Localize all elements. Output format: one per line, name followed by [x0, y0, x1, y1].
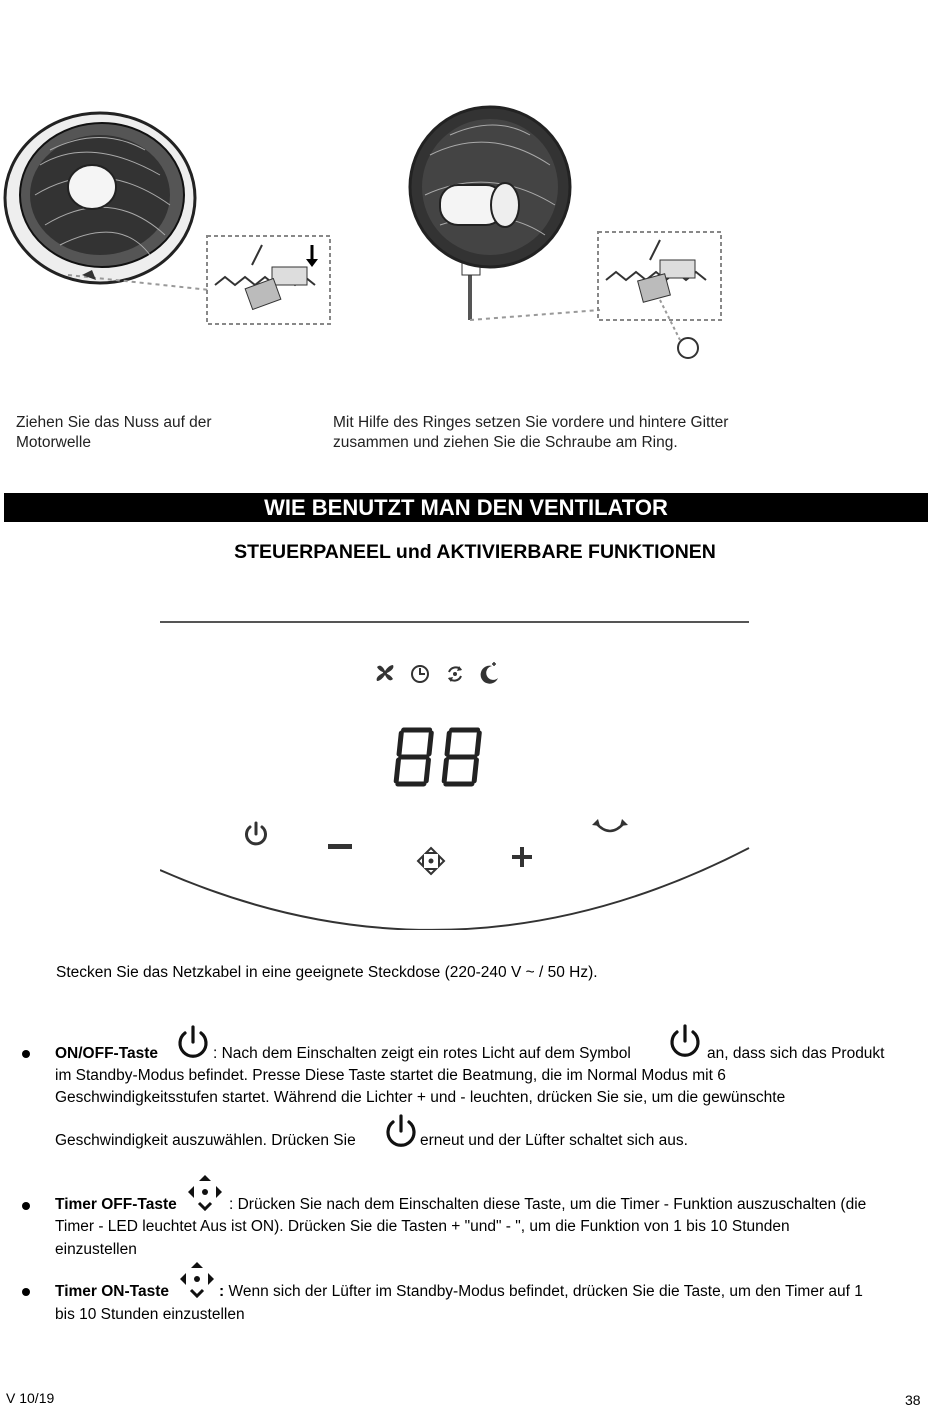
timer-on-label-wrap — [55, 1281, 169, 1303]
detail-box-nut-illustration — [207, 236, 330, 324]
onoff-text-line3: Geschwindigkeitsstufen startet. Während die Lichter + und - leuchten, drücken Sie sie, um die gewünschte — [55, 1089, 786, 1106]
onoff-text-part1: : Nach dem Einschalten zeigt ein rotes Licht auf dem Symbol — [213, 1045, 631, 1062]
sleep-moon-icon — [478, 660, 502, 686]
onoff-label: ON/OFF-Taste — [55, 1045, 159, 1062]
onoff-line1 — [55, 1043, 158, 1065]
onoff-text-line4b: erneut und der Lüfter schaltet sich aus. — [420, 1132, 688, 1149]
timer-off-label: Timer OFF-Taste — [55, 1196, 177, 1213]
caption-left: Ziehen Sie das Nuss auf der Motorwelle — [16, 414, 212, 451]
fan-grille-front-illustration — [5, 113, 210, 290]
power-icon — [668, 1023, 702, 1059]
footer-version: V 10/19 — [6, 1390, 55, 1406]
timer-off-text-line3: einzustellen — [55, 1241, 137, 1258]
timer-on-text-line1 — [219, 1281, 863, 1303]
onoff-text-line2: im Standby-Modus befindet. Presse Diese Taste startet die Beatmung, die im Normal Modus mit 6 — [55, 1067, 726, 1084]
timer-on-colon: : — [219, 1283, 225, 1300]
detail-box-screw-illustration — [598, 232, 721, 358]
section-banner: WIE BENUTZT MAN DEN VENTILATOR — [4, 493, 928, 522]
timer-on-label: Timer ON-Taste — [55, 1283, 169, 1300]
assembly-illustration — [0, 95, 950, 375]
timer-arrows-icon — [186, 1173, 224, 1211]
led-display-88 — [392, 726, 492, 788]
timer-on-line1: Wenn sich der Lüfter im Standby-Modus befindet, drücken Sie die Taste, um den Timer auf 1 — [228, 1283, 863, 1300]
timer-clock-icon — [408, 662, 432, 686]
bullet-dot — [22, 1288, 30, 1296]
intro-text: Stecken Sie das Netzkabel in eine geeignete Steckdose (220-240 V ~ / 50 Hz). — [56, 964, 598, 981]
timer-off-text-line2: Timer - LED leuchtet Aus ist ON). Drücken Sie die Tasten + "und" - ", um die Funktion von 1 bis 10 Stunden — [55, 1218, 790, 1235]
caption-right: Mit Hilfe des Ringes setzen Sie vordere und hintere Gitter zusammen und ziehen Sie die Schraube am Ring. — [333, 414, 729, 451]
bullet-dot — [22, 1050, 30, 1058]
control-panel-illustration — [160, 620, 750, 930]
onoff-text-line4a: Geschwindigkeit auszuwählen. Drücken Sie — [55, 1132, 356, 1149]
fan-speed-icon — [373, 661, 401, 685]
timer-arrows-icon — [178, 1260, 216, 1298]
oscillation-button[interactable] — [592, 817, 628, 837]
timer-off-label-wrap — [55, 1194, 177, 1216]
footer-page-number: 38 — [905, 1392, 921, 1408]
timer-off-text-line1: : Drücken Sie nach dem Einschalten diese Taste, um die Timer - Funktion auszuschalten (die — [229, 1196, 867, 1213]
bullet-dot — [22, 1202, 30, 1210]
timer-on-text-line2: bis 10 Stunden einzustellen — [55, 1306, 245, 1323]
plus-button[interactable] — [510, 845, 534, 869]
fan-on-stand-illustration — [410, 107, 600, 320]
oscillation-mode-icon — [443, 662, 467, 686]
power-icon — [384, 1113, 418, 1149]
minus-button[interactable] — [328, 844, 352, 849]
onoff-text-part2: an, dass sich das Produkt — [707, 1045, 885, 1062]
power-button[interactable] — [242, 820, 270, 848]
power-icon — [176, 1024, 210, 1060]
section-subtitle: STEUERPANEEL und AKTIVIERBARE FUNKTIONEN — [234, 541, 716, 563]
timer-button[interactable] — [415, 845, 447, 877]
